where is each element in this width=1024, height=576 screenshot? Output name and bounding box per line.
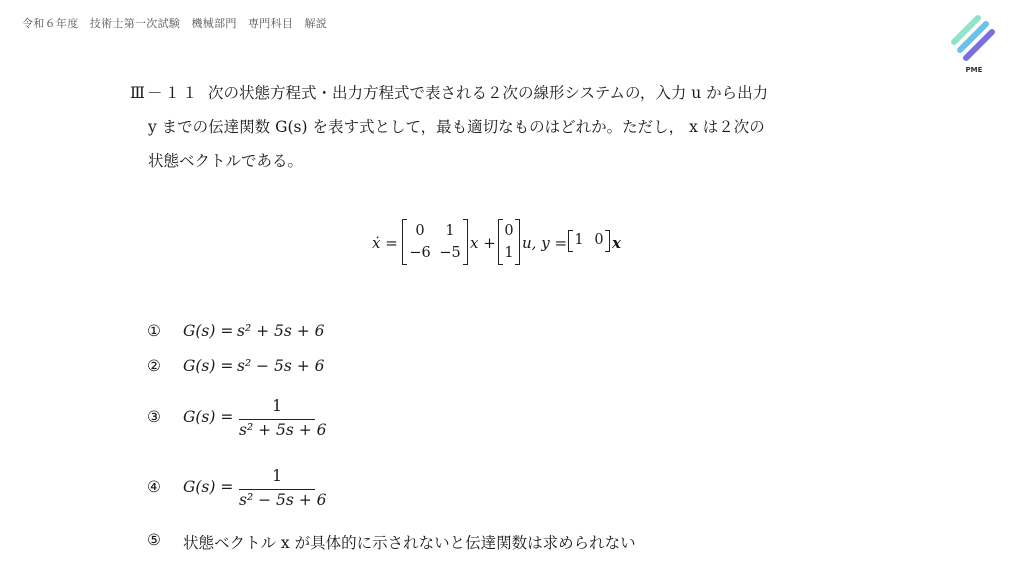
matrix-a-cell: −5: [439, 245, 461, 261]
matrix-a: [402, 219, 468, 265]
fraction-bar: [239, 489, 315, 490]
option-number: ④: [147, 478, 161, 496]
question-text: [130, 76, 860, 178]
logo-text: PME: [965, 66, 983, 74]
matrix-a-cell: −6: [409, 245, 431, 261]
page-header: 令和６年度 技術士第一次試験 機械部門 専門科目 解説: [22, 17, 328, 30]
matrix-b: [498, 219, 520, 265]
matrix-c-cell: 0: [594, 232, 604, 248]
fraction-numerator: 1: [272, 397, 282, 415]
pme-logo: [946, 12, 1002, 76]
option-expression: s² − 5s + 6: [237, 357, 325, 375]
option-text: 状態ベクトル x が具体的に示されないと伝達関数は求められない: [183, 534, 636, 552]
matrix-a-cell: 1: [445, 223, 455, 239]
matrix-b-cell: 1: [504, 245, 514, 261]
fraction-denominator: s² − 5s + 6: [239, 491, 327, 509]
matrix-c: [568, 230, 610, 252]
fraction-denominator: s² + 5s + 6: [239, 421, 327, 439]
option-lhs: G(s) =: [183, 322, 234, 340]
matrix-c-cell: 1: [574, 232, 584, 248]
option-number: ③: [147, 408, 161, 426]
option-number: ①: [147, 322, 161, 340]
question-line-1-text: 次の状態方程式・出力方程式で表される２次の線形システムの，入力 u から出力: [208, 84, 769, 102]
option-lhs: G(s) =: [183, 357, 234, 375]
equation-end: x: [612, 234, 621, 252]
option-number: ⑤: [147, 531, 161, 549]
option-expression: s² + 5s + 6: [237, 322, 325, 340]
fraction-numerator: 1: [272, 467, 282, 485]
matrix-b-cell: 0: [504, 223, 514, 239]
equation-mid: x +: [470, 234, 496, 252]
option-lhs: G(s) =: [183, 408, 234, 426]
option-lhs: G(s) =: [183, 478, 234, 496]
logo-stripes-icon: [946, 12, 1002, 64]
question-line-3: 状態ベクトルである。: [148, 152, 304, 170]
matrix-a-cell: 0: [415, 223, 425, 239]
option-number: ②: [147, 357, 161, 375]
question-line-1: [130, 76, 860, 110]
equation-u-part: u, y =: [522, 234, 568, 252]
question-number: Ⅲ－１１: [130, 84, 200, 102]
question-line-2: y までの伝達関数 G(s) を表す式として，最も適切なものはどれか。ただし， x は２次の: [148, 118, 765, 136]
equation-lhs: ẋ =: [372, 234, 398, 252]
fraction-bar: [239, 419, 315, 420]
